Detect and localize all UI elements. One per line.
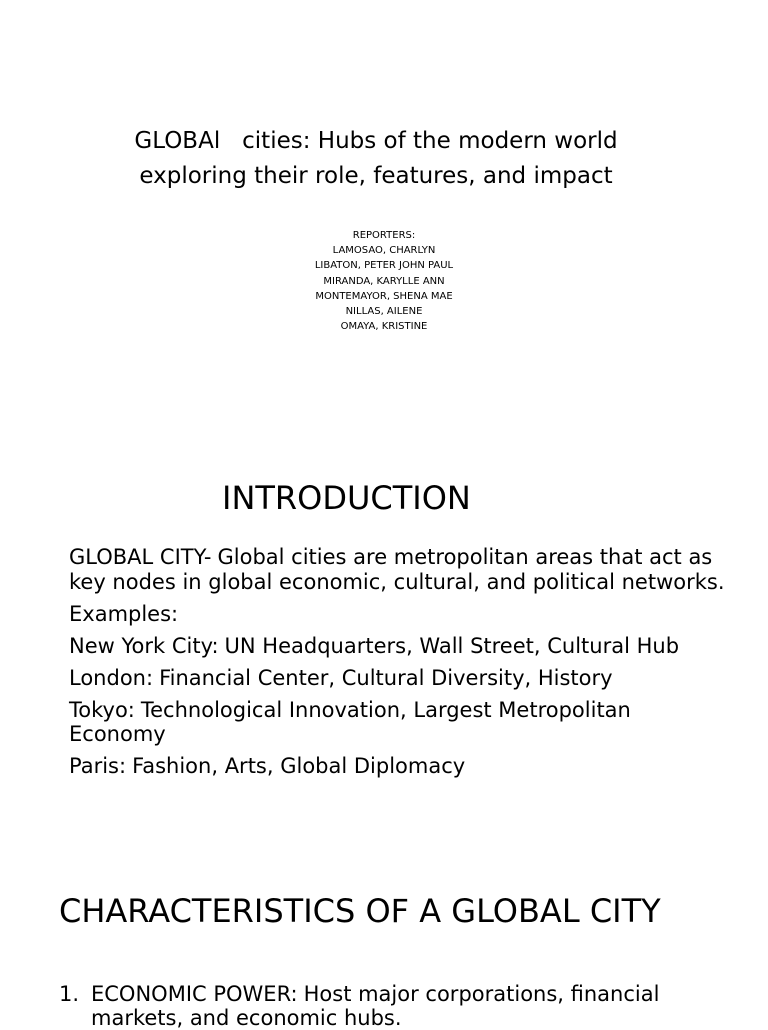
introduction-heading: INTRODUCTION [222,479,471,517]
example-details: Fashion, Arts, Global Diplomacy [132,754,466,778]
item-text: Host major corporations, financial markets, and economic hubs. [91,982,660,1030]
example-city: London: [69,665,154,690]
characteristics-slide [0,860,768,1030]
example-item [69,698,729,747]
title-line-2: exploring their role, features, and impact [139,163,613,189]
example-details: Technological Innovation, Largest Metropolitan Economy [69,697,631,746]
example-item [69,666,729,691]
reporter-name: LAMOSAO, CHARLYN [332,245,436,257]
reporter-name: LIBATON, PETER JOHN PAUL [314,260,454,272]
reporter-name: MONTEMAYOR, SHENA MAE [315,290,453,302]
example-details: Financial Center, Cultural Diversity, History [159,665,613,690]
reporters-list [0,228,768,334]
item-number: 1. [59,982,80,1006]
definition-paragraph [69,545,729,594]
reporter-name: MIRANDA, KARYLLE ANN [323,275,445,287]
reporter-name: OMAYA, KRISTINE [340,321,428,333]
introduction-slide [0,420,768,860]
characteristic-item [59,982,719,1030]
example-city: New York City: [69,633,219,658]
example-item [69,634,729,659]
examples-label: Examples: [69,601,179,626]
example-details: UN Headquarters, Wall Street, Cultural Hub [224,633,680,658]
title-slide [0,0,768,420]
example-city: Paris: [69,754,127,778]
reporters-label: REPORTERS: [352,230,416,241]
definition-text: Global cities are metropolitan areas that act as key nodes in global economic, cultural, and political networks. [69,545,725,594]
definition-term: GLOBAL CITY- [69,545,212,569]
item-term: ECONOMIC POWER: [91,982,298,1006]
title-line-1: GLOBAl cities: Hubs of the modern world [134,128,618,154]
characteristics-heading: CHARACTERISTICS OF A GLOBAL CITY [59,892,661,930]
example-city: Tokyo: [69,697,135,722]
introduction-body [69,545,729,786]
reporter-name: NILLAS, AILENE [345,306,423,318]
example-item [69,754,729,779]
characteristics-list [59,982,719,1030]
